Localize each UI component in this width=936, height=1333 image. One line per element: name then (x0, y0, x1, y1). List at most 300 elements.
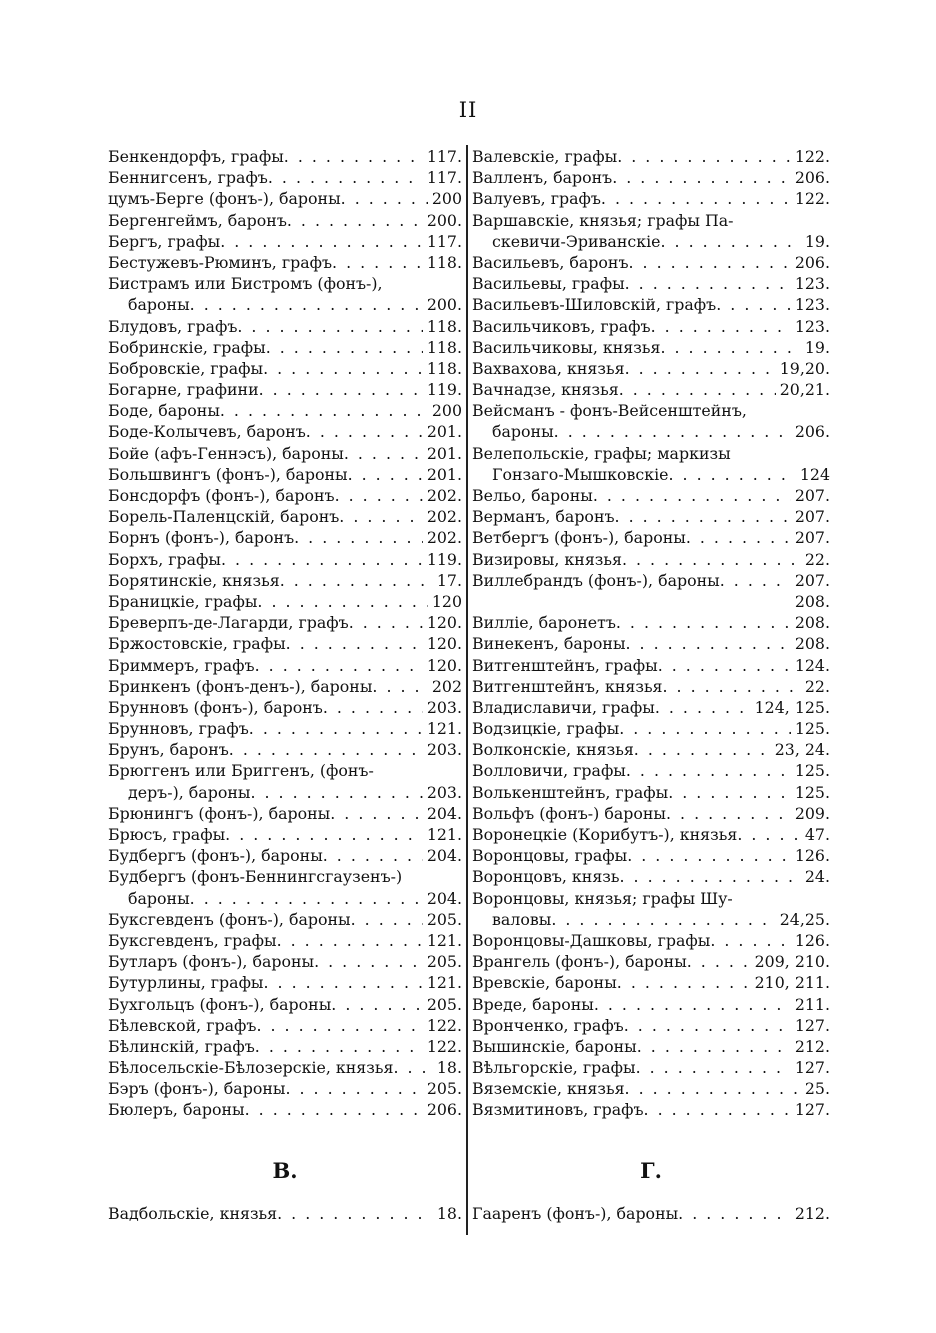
entry-page: 206. (426, 1100, 462, 1120)
entry-page: 20,21. (779, 380, 830, 400)
entry-page: 122. (426, 1036, 462, 1056)
index-column-left (108, 146, 462, 1121)
leader-dots (636, 1057, 791, 1078)
entry-name: Визировы, князья (472, 549, 622, 569)
entry-name: Вязмитиновъ, графъ (472, 1100, 644, 1120)
entry-page: 203. (426, 782, 462, 802)
entry-name: Вышинскіе, бароны (472, 1036, 637, 1056)
entry-name: Волловичи, графы (472, 761, 626, 781)
index-entry (108, 972, 462, 993)
index-entry (108, 1057, 462, 1078)
index-entry (108, 782, 462, 803)
index-entry (472, 421, 830, 442)
leader-dots (668, 782, 791, 803)
entry-name: Брунъ, баронъ (108, 740, 229, 760)
entry-name: Бергъ, графы (108, 231, 221, 251)
entry-name: Браницкіе, графы (108, 591, 258, 611)
entry-name: Васильевъ, баронъ (472, 252, 629, 272)
index-entry (472, 549, 830, 570)
index-entry (108, 866, 462, 887)
leader-dots (306, 421, 423, 442)
leader-dots (658, 655, 791, 676)
index-entry (108, 146, 462, 167)
leader-dots (348, 464, 423, 485)
entry-page: 202. (426, 507, 462, 527)
leader-dots (737, 824, 801, 845)
leader-dots (619, 379, 776, 400)
index-entry (108, 231, 462, 252)
index-entry (472, 188, 830, 209)
entry-page: 123. (794, 274, 830, 294)
entry-page: 207. (794, 528, 830, 548)
entry-name: Блудовъ, графъ (108, 316, 238, 336)
entry-name: Виллебрандъ (фонъ-), бароны (472, 570, 720, 590)
leader-dots (716, 294, 791, 315)
index-entry (472, 400, 830, 421)
entry-page: 18. (436, 1204, 462, 1223)
leader-dots (237, 316, 422, 337)
entry-page: 208. (794, 634, 830, 654)
leader-dots (263, 358, 423, 379)
entry-page: 118. (426, 316, 462, 336)
leader-dots (255, 1036, 423, 1057)
entry-name: Беннигсенъ, графъ (108, 168, 268, 188)
entry-page: 212. (794, 1036, 830, 1056)
index-entry (108, 485, 462, 506)
leader-dots (651, 316, 791, 337)
entry-page: 24. (804, 867, 830, 887)
index-entry (108, 400, 462, 421)
entry-page: 127. (794, 1100, 830, 1120)
index-entry (472, 951, 830, 972)
entry-name: Бэръ (фонъ-), бароны (108, 1079, 286, 1099)
index-entry (472, 1036, 830, 1057)
entry-name: Водзицкіе, графы (472, 719, 620, 739)
leader-dots (625, 273, 791, 294)
index-entry (108, 379, 462, 400)
entry-name: Валуевъ, графъ (472, 189, 601, 209)
leader-dots (323, 845, 423, 866)
entry-page: 122. (426, 1015, 462, 1035)
leader-dots (687, 951, 751, 972)
entry-page: 125. (794, 719, 830, 739)
leader-dots (250, 782, 422, 803)
entry-page: 124. (794, 655, 830, 675)
leader-dots (294, 527, 423, 548)
entry-name: Врангель (фонъ-), бароны (472, 952, 687, 972)
index-entry (108, 845, 462, 866)
entry-name: Вольфъ (фонъ-) бароны (472, 803, 666, 823)
leader-dots (277, 930, 423, 951)
index-entry (108, 337, 462, 358)
entry-name: Воронцовы, князья; графы Шу- (472, 888, 733, 908)
entry-page: 125. (794, 782, 830, 802)
entry-name: Волькенштейнъ, графы (472, 782, 669, 802)
entry-name: Бойе (афъ-Геннэсъ), бароны (108, 443, 344, 463)
entry-page: 205. (426, 952, 462, 972)
entry-page: 121. (426, 719, 462, 739)
index-entry (472, 337, 830, 358)
entry-name: деръ-), бароны (128, 782, 251, 802)
entry-name: Воронецкіе (Корибутъ-), князья (472, 825, 738, 844)
index-entry (108, 676, 462, 697)
entry-page: 126. (794, 846, 830, 866)
leader-dots (220, 400, 428, 421)
index-entry (108, 1099, 462, 1120)
entry-name: цумъ-Берге (фонъ-), бароны (108, 189, 341, 209)
section-letter-v: В. (272, 1158, 298, 1183)
leader-dots (666, 803, 791, 824)
entry-page: 211. (794, 994, 830, 1014)
entry-name: Виллie, баронетъ (472, 613, 616, 633)
entry-page: 204. (426, 846, 462, 866)
entry-page: 47. (804, 825, 830, 844)
entry-name: Валевскіе, графы (472, 147, 618, 166)
index-entry (472, 252, 830, 273)
leader-dots (190, 294, 423, 315)
leader-dots (332, 252, 423, 273)
index-entry (108, 252, 462, 273)
entry-page: 23, 24. (774, 740, 830, 760)
entry-page: 212. (794, 1204, 830, 1223)
entry-name: Велепольскіе, графы; маркизы (472, 443, 731, 463)
entry-name: Бѣлосельскіе-Бѣлозерскіе, князья (108, 1058, 394, 1078)
entry-name: Воронцовы, графы (472, 846, 628, 866)
entry-page: 126. (794, 930, 830, 950)
entry-page: 201. (426, 443, 462, 463)
entry-name: Васильевъ-Шиловскій, графъ (472, 295, 717, 315)
entry-name: Вревскіе, бароны (472, 973, 617, 993)
index-entry (472, 1078, 830, 1099)
entry-name: Вахвахова, князья (472, 358, 625, 378)
entry-page: 201. (426, 464, 462, 484)
index-entry (108, 1078, 462, 1099)
entry-name: Бергенгеймъ, баронъ (108, 210, 287, 230)
entry-name: Бѣлинскій, графъ (108, 1036, 255, 1056)
index-entry (108, 803, 462, 824)
index-entry (472, 612, 830, 633)
index-entry (472, 803, 830, 824)
index-entry (472, 316, 830, 337)
entry-name: Бестужевъ-Рюминъ, графъ (108, 252, 333, 272)
index-entry (108, 421, 462, 442)
entry-page: 202 (431, 676, 462, 696)
leader-dots (634, 739, 771, 760)
leader-dots (626, 633, 791, 654)
entry-name: Борхъ, графы (108, 549, 221, 569)
index-entry (108, 1015, 462, 1036)
index-entry (472, 464, 830, 485)
leader-dots (625, 1078, 801, 1099)
index-entry (108, 167, 462, 188)
index-entry (472, 824, 830, 845)
leader-dots (551, 909, 775, 930)
entry-page: 127. (794, 1058, 830, 1078)
leader-dots (629, 252, 791, 273)
leader-dots (339, 506, 423, 527)
index-entry (108, 464, 462, 485)
entry-name: Бонсдорфъ (фонъ-), баронъ (108, 486, 335, 505)
index-entry (472, 994, 830, 1015)
page-number: II (458, 98, 478, 122)
index-entry (472, 676, 830, 697)
entry-name: Бринкенъ (фонъ-денъ-), бароны (108, 676, 373, 696)
entry-name: Бутларъ (фонъ-), бароны (108, 952, 315, 972)
index-entry (472, 485, 830, 506)
leader-dots (601, 188, 791, 209)
entry-page: 120. (426, 634, 462, 654)
entry-page: 123. (794, 295, 830, 315)
leader-dots (349, 612, 423, 633)
index-entry (472, 697, 830, 718)
entry-name: Вачнадзе, князья (472, 380, 619, 400)
entry-name: Брунновъ, графъ (108, 719, 249, 739)
leader-dots (593, 485, 791, 506)
index-entry (108, 570, 462, 591)
index-entry (108, 697, 462, 718)
entry-name: Бутурлины, графы (108, 973, 264, 993)
entry-name: Вельо, бароны (472, 486, 593, 505)
index-entry (108, 210, 462, 231)
entry-page: 120 (431, 591, 462, 611)
entry-name: бароны (128, 888, 190, 908)
section-letter-g: Г. (640, 1158, 662, 1183)
entry-name: Вреде, бароны (472, 994, 594, 1014)
entry-page: 124, 125. (754, 697, 830, 717)
index-entry (472, 570, 830, 591)
index-entry (472, 210, 830, 231)
entry-name: Воронцовы-Дашковы, графы (472, 930, 711, 950)
entry-page: 209, 210. (754, 952, 830, 972)
entry-name: Большвингъ (фонъ-), бароны (108, 464, 348, 484)
entry-page: 207. (794, 570, 830, 590)
entry-name: Валленъ, баронъ (472, 168, 613, 188)
leader-dots (286, 633, 423, 654)
leader-dots (612, 167, 791, 188)
entry-page: 119. (426, 549, 462, 569)
entry-name: Бржостовскіе, графы (108, 634, 286, 654)
index-entry (108, 273, 462, 294)
entry-page: 202. (426, 528, 462, 548)
entry-page: 22. (804, 676, 830, 696)
entry-page: 19. (804, 231, 830, 251)
entry-page: 121. (426, 930, 462, 950)
index-entry (108, 506, 462, 527)
entry-name: Васильчиковы, князья (472, 337, 661, 357)
index-entry (472, 167, 830, 188)
entry-page: 200 (431, 189, 462, 209)
entry-name: Витгенштейнъ, князья (472, 676, 663, 696)
entry-page: 121. (426, 825, 462, 844)
index-entry (108, 633, 462, 654)
leader-dots (616, 612, 791, 633)
leader-dots (266, 337, 423, 358)
index-entry (472, 273, 830, 294)
entry-name: Вѣльгорскіе, графы (472, 1058, 636, 1078)
index-entry (108, 549, 462, 570)
index-entry (472, 1203, 830, 1224)
leader-dots (686, 527, 791, 548)
leader-dots (259, 379, 423, 400)
entry-page: 24,25. (779, 909, 830, 929)
entry-page: 205. (426, 1079, 462, 1099)
leader-dots (277, 1203, 433, 1224)
leader-dots (615, 506, 791, 527)
leader-dots (617, 972, 751, 993)
entry-name: Будбергъ (фонъ-Беннингсгаузенъ-) (108, 867, 403, 887)
entry-name: бароны (128, 295, 190, 315)
leader-dots (257, 591, 427, 612)
leader-dots (285, 1078, 422, 1099)
entry-page: 200. (426, 295, 462, 315)
leader-dots (220, 231, 423, 252)
leader-dots (626, 760, 791, 781)
entry-name: скевичи-Эриванскіе (492, 231, 661, 251)
index-entry (108, 888, 462, 909)
entry-page: 204. (426, 803, 462, 823)
index-entry (472, 294, 830, 315)
entry-page: 209. (794, 803, 830, 823)
entry-page: 200. (426, 210, 462, 230)
entry-page: 122. (794, 147, 830, 166)
entry-name: Брюсъ, графы (108, 825, 226, 844)
entry-page: 208. (794, 591, 830, 611)
entry-name: Боде-Колычевъ, баронъ (108, 422, 306, 442)
entry-name: Бистрамъ или Бистромъ (фонъ-), (108, 274, 383, 294)
index-entry (108, 443, 462, 464)
entry-page: 18. (436, 1058, 462, 1078)
leader-dots (255, 655, 423, 676)
entry-page: 206. (794, 422, 830, 442)
index-entry (472, 972, 830, 993)
entry-page: 22. (804, 549, 830, 569)
leader-dots (264, 972, 423, 993)
index-entry (472, 633, 830, 654)
index-entry (472, 655, 830, 676)
index-entry (108, 612, 462, 633)
leader-dots (249, 718, 423, 739)
leader-dots (637, 1036, 791, 1057)
leader-dots (393, 1057, 432, 1078)
entry-name: Васильчиковъ, графъ (472, 316, 651, 336)
entry-name: Буксгевденъ (фонъ-), бароны (108, 909, 351, 929)
index-entry (472, 760, 830, 781)
index-entry (472, 1015, 830, 1036)
entry-name: Борятинскіе, князья (108, 570, 280, 590)
entry-name: Бухгольцъ (фонъ-), бароны (108, 994, 332, 1014)
index-entry (472, 930, 830, 951)
leader-dots (554, 421, 791, 442)
leader-dots (660, 337, 800, 358)
index-entry (108, 718, 462, 739)
entry-name: Брунновъ (фонъ-), баронъ (108, 697, 323, 717)
leader-dots (622, 549, 801, 570)
entry-name: Бобровскіе, графы (108, 358, 264, 378)
leader-dots (284, 146, 423, 167)
leader-dots (669, 464, 796, 485)
index-entry (108, 1036, 462, 1057)
entry-page: 124 (799, 464, 830, 484)
entry-name: Варшавскіе, князья; графы Па- (472, 210, 734, 230)
index-entry (108, 527, 462, 548)
entry-page: 120. (426, 655, 462, 675)
entry-name: Бенкендорфъ, графы (108, 147, 284, 166)
entry-name: валовы (492, 909, 552, 929)
entry-name: Гааренъ (фонъ-), бароны (472, 1204, 679, 1223)
entry-page: 25. (804, 1079, 830, 1099)
entry-page: 203. (426, 697, 462, 717)
entry-name: Бреверпъ-де-Лагарди, графъ (108, 613, 349, 633)
index-entry (108, 655, 462, 676)
leader-dots (617, 146, 791, 167)
entry-page: 125. (794, 761, 830, 781)
entry-name: Верманъ, баронъ (472, 507, 615, 527)
index-entry (472, 527, 830, 548)
index-entry (108, 188, 462, 209)
index-entry (472, 909, 830, 930)
entry-name: Гонзаго-Мышковскіе (492, 464, 669, 484)
index-entry (108, 930, 462, 951)
index-entry (472, 506, 830, 527)
index-entry (472, 443, 830, 464)
entry-page: 19,20. (779, 358, 830, 378)
entry-page: 203. (426, 740, 462, 760)
leader-dots (323, 697, 423, 718)
leader-dots (627, 845, 791, 866)
index-entry (108, 824, 462, 845)
index-entry (108, 739, 462, 760)
entry-page: 206. (794, 168, 830, 188)
entry-name: Вейсманъ - фонъ-Вейсенштейнъ, (472, 401, 747, 421)
entry-name: Будбергъ (фонъ-), бароны (108, 846, 323, 866)
leader-dots (341, 188, 428, 209)
leader-dots (344, 443, 423, 464)
index-entry (472, 739, 830, 760)
leader-dots (256, 1015, 422, 1036)
leader-dots (280, 570, 433, 591)
entry-page: 210, 211. (754, 973, 830, 993)
index-entry (472, 782, 830, 803)
entry-page: 118. (426, 337, 462, 357)
leader-dots (663, 676, 801, 697)
leader-dots (594, 994, 791, 1015)
index-entry (472, 866, 830, 887)
entry-page: 121. (426, 973, 462, 993)
entry-page: 118. (426, 252, 462, 272)
entry-name: Вадбольскіе, князья (108, 1204, 278, 1223)
entry-name: Волконскіе, князья (472, 740, 634, 760)
entry-page: 200 (431, 401, 462, 421)
leader-dots (314, 951, 423, 972)
index-entry (108, 316, 462, 337)
entry-page: 117. (426, 168, 462, 188)
entry-name: Борнъ (фонъ-), баронъ (108, 528, 295, 548)
leader-dots (221, 549, 423, 570)
leader-dots (619, 718, 791, 739)
entry-page: 117. (426, 147, 462, 166)
index-entry (472, 1057, 830, 1078)
entry-name: Борель-Паленцскій, баронъ (108, 507, 340, 527)
entry-page: 119. (426, 380, 462, 400)
index-column-right (472, 146, 830, 1121)
leader-dots (331, 994, 423, 1015)
index-entry (472, 379, 830, 400)
entry-name: Боде, бароны (108, 401, 220, 421)
leader-dots (287, 210, 423, 231)
entry-name: Бриммеръ, графъ (108, 655, 255, 675)
leader-dots (644, 1099, 791, 1120)
index-entry (472, 591, 830, 612)
